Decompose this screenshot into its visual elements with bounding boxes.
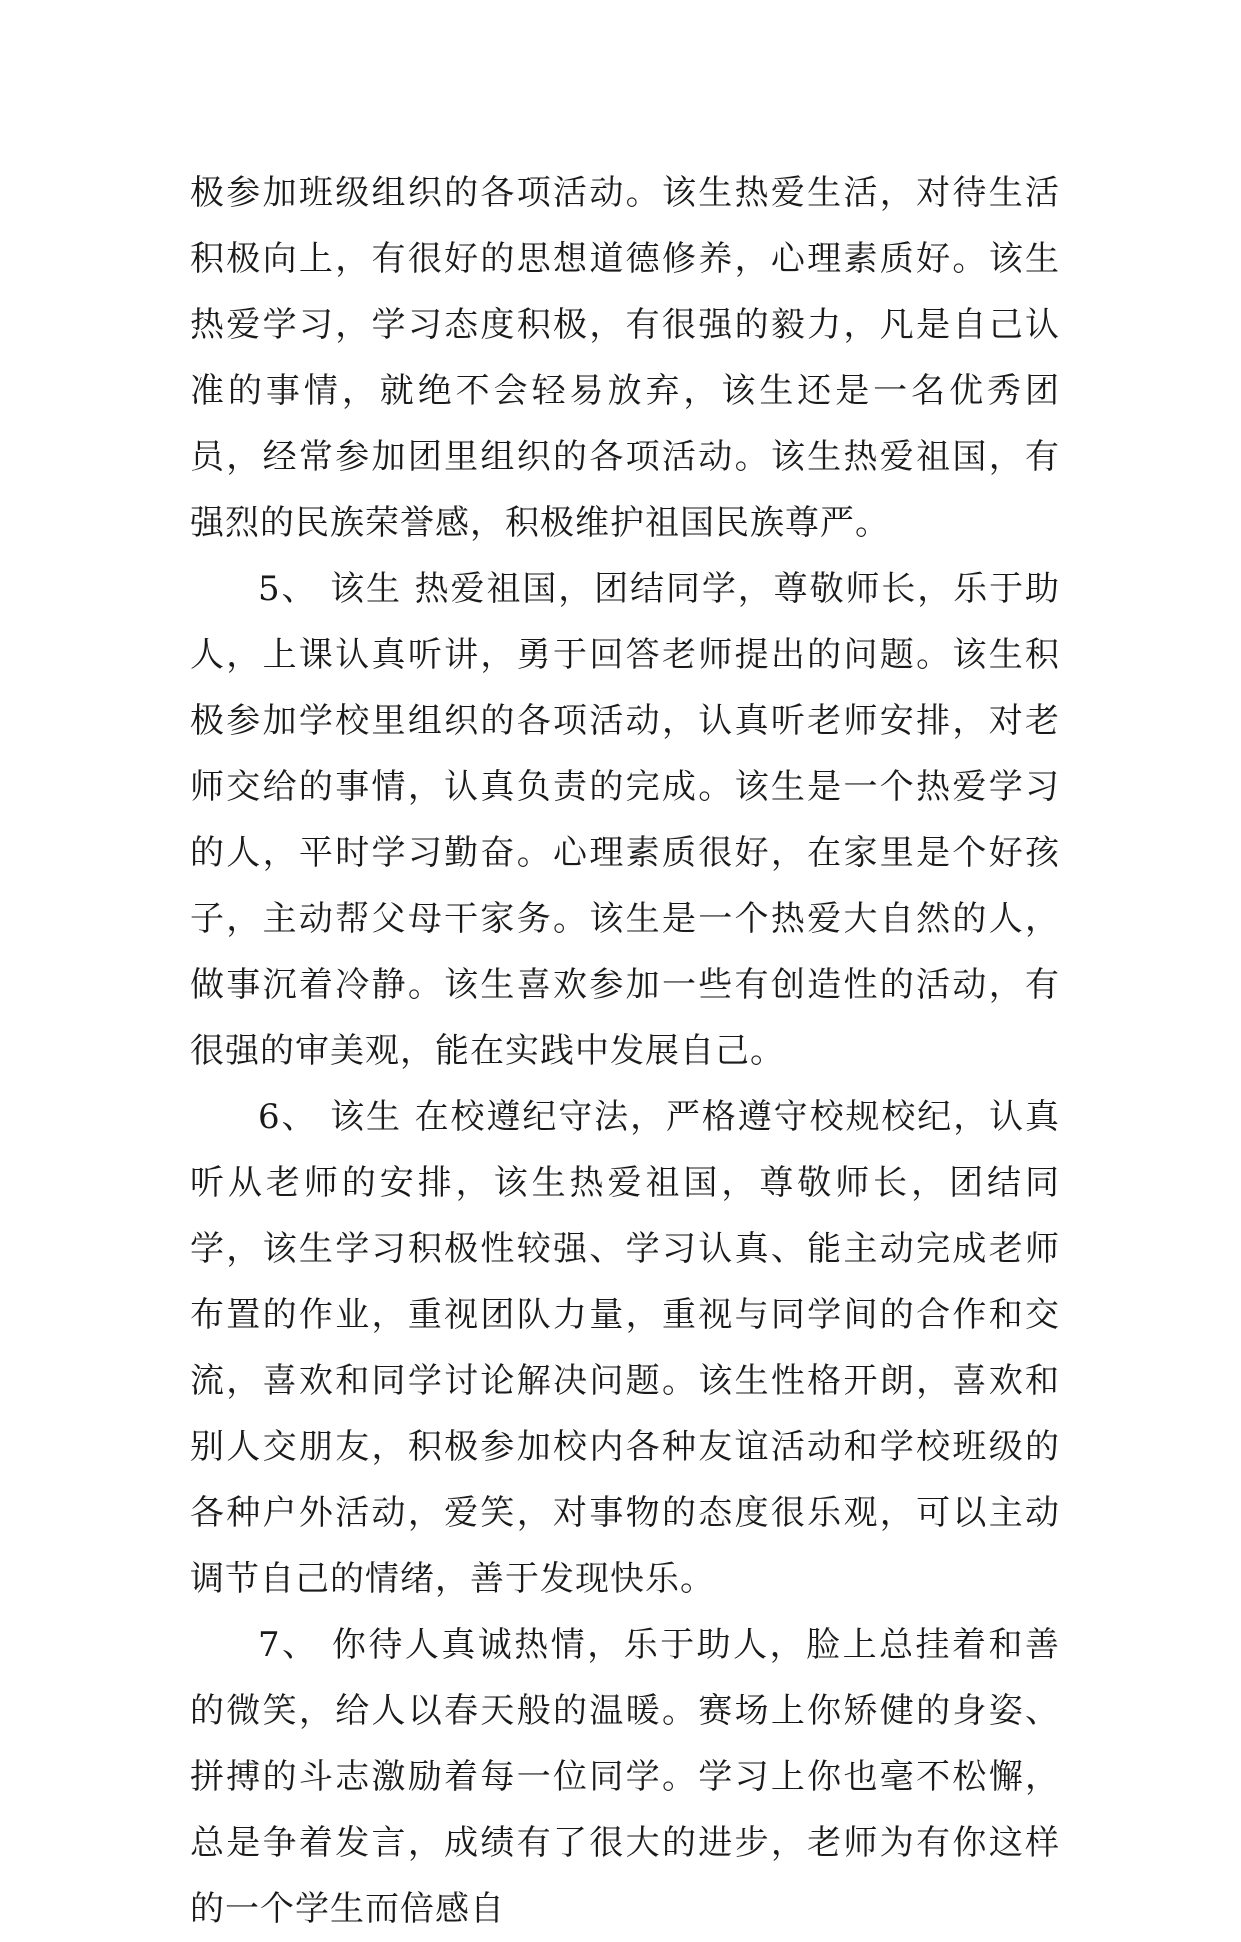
document-body — [190, 160, 1060, 1942]
paragraph-6: 6、 该生 在校遵纪守法，严格遵守校规校纪，认真听从老师的安排，该生热爱祖国，尊敬师长，团结同学，该生学习积极性较强、学习认真、能主动完成老师布置的作业，重视团队力量，重视与同学间的合作和交流，喜欢和同学讨论解决问题。该生性格开朗，喜欢和别人交朋友，积极参加校内各种友谊活动和学校班级的各种户外活动，爱笑，对事物的态度很乐观，可以主动调节自己的情绪，善于发现快乐。 — [190, 1097, 1060, 1599]
paragraph-4-continued: 极参加班级组织的各项活动。该生热爱生活，对待生活积极向上，有很好的思想道德修养，心理素质好。该生热爱学习，学习态度积极，有很强的毅力，凡是自己认准的事情，就绝不会轻易放弃，该生还是一名优秀团员，经常参加团里组织的各项活动。该生热爱祖国，有强烈的民族荣誉感，积极维护祖国民族尊严。 — [190, 173, 1060, 543]
paragraph-7: 7、 你待人真诚热情，乐于助人，脸上总挂着和善的微笑，给人以春天般的温暖。赛场上你矫健的身姿、拼搏的斗志激励着每一位同学。学习上你也毫不松懈，总是争着发言，成绩有了很大的进步，老师为有你这样的一个学生而倍感自 — [190, 1625, 1060, 1929]
paragraph-5: 5、 该生 热爱祖国，团结同学，尊敬师长，乐于助人，上课认真听讲，勇于回答老师提出的问题。该生积极参加学校里组织的各项活动，认真听老师安排，对老师交给的事情，认真负责的完成。该生是一个热爱学习的人，平时学习勤奋。心理素质很好，在家里是个好孩子，主动帮父母干家务。该生是一个热爱大自然的人，做事沉着冷静。该生喜欢参加一些有创造性的活动，有很强的审美观，能在实践中发展自己。 — [190, 569, 1060, 1071]
